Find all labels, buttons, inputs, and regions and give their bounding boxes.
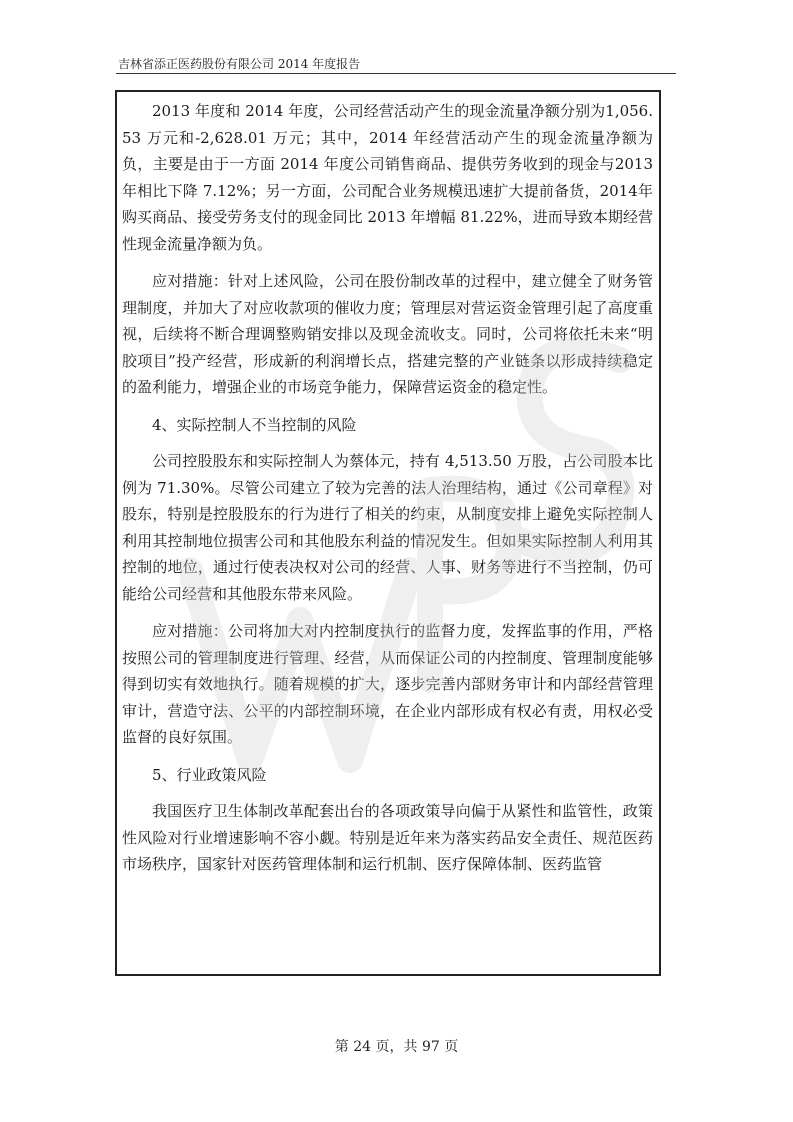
paragraph-countermeasure-2: 应对措施：公司将加大对内控制度执行的监督力度，发挥监事的作用，严格按照公司的管理制度进行管理、经营，从而保证公司的内控制度、管理制度能够得到切实有效地执行。随着规模的扩大，逐步完善内部财务审计和内部经营管理审计，营造守法、公平的内部控制环境，在企业内部形成有权必有责，用权必受监督的良好氛围。 xyxy=(122,622,653,746)
page-number: 第 24 页，共 97 页 xyxy=(334,1039,459,1055)
content-frame xyxy=(115,90,661,976)
paragraph-controller-risk: 公司控股股东和实际控制人为蔡体元，持有 4,513.50 万股，占公司股本比例为 71.30%。尽管公司建立了较为完善的法人治理结构，通过《公司章程》对股东，特别是控股股东的行为进行了相关的约束，从制度安排上避免实际控制人利用其控制地位损害公司和其他股东利益的情况发生。但如果实际控制人利用其控制的地位，通过行使表决权对公司的经营、人事、财务等进行不当控制，仍可能给公司经营和其他股东带来风险。 xyxy=(122,452,653,603)
document-header: 吉林省添正医药股份有限公司 2014 年度报告 xyxy=(118,57,361,71)
section-heading-controller-risk: 4、实际控制人不当控制的风险 xyxy=(152,415,357,434)
header-rule xyxy=(116,73,676,74)
section-heading-policy-risk: 5、行业政策风险 xyxy=(152,765,267,784)
paragraph-countermeasure-1: 应对措施：针对上述风险，公司在股份制改革的过程中，建立健全了财务管理制度，并加大了对应收款项的催收力度；管理层对营运资金管理引起了高度重视，后续将不断合理调整购销安排以及现金流收支。同时，公司将依托未来“明胶项目”投产经营，形成新的利润增长点，搭建完整的产业链条以形成持续稳定的盈利能力，增强企业的市场竞争能力，保障营运资金的稳定性。 xyxy=(122,272,653,396)
paragraph-policy-risk: 我国医疗卫生体制改革配套出台的各项政策导向偏于从紧性和监管性，政策性风险对行业增速影响不容小觑。特别是近年来为落实药品安全责任、规范医药市场秩序，国家针对医药管理体制和运行机制、医疗保障体制、医药监管 xyxy=(122,802,653,873)
paragraph-cash-flow: 2013 年度和 2014 年度，公司经营活动产生的现金流量净额分别为1,056.53 万元和-2,628.01 万元；其中，2014 年经营活动产生的现金流量净额为负，主要是由于一方面 2014 年度公司销售商品、提供劳务收到的现金与2013 年相比下降 7.12%；另一方面，公司配合业务规模迅速扩大提前备货，2014年购买商品、接受劳务支付的现金同比 2013 年增幅 81.22%，进而导致本期经营性现金流量净额为负。 xyxy=(122,102,653,253)
